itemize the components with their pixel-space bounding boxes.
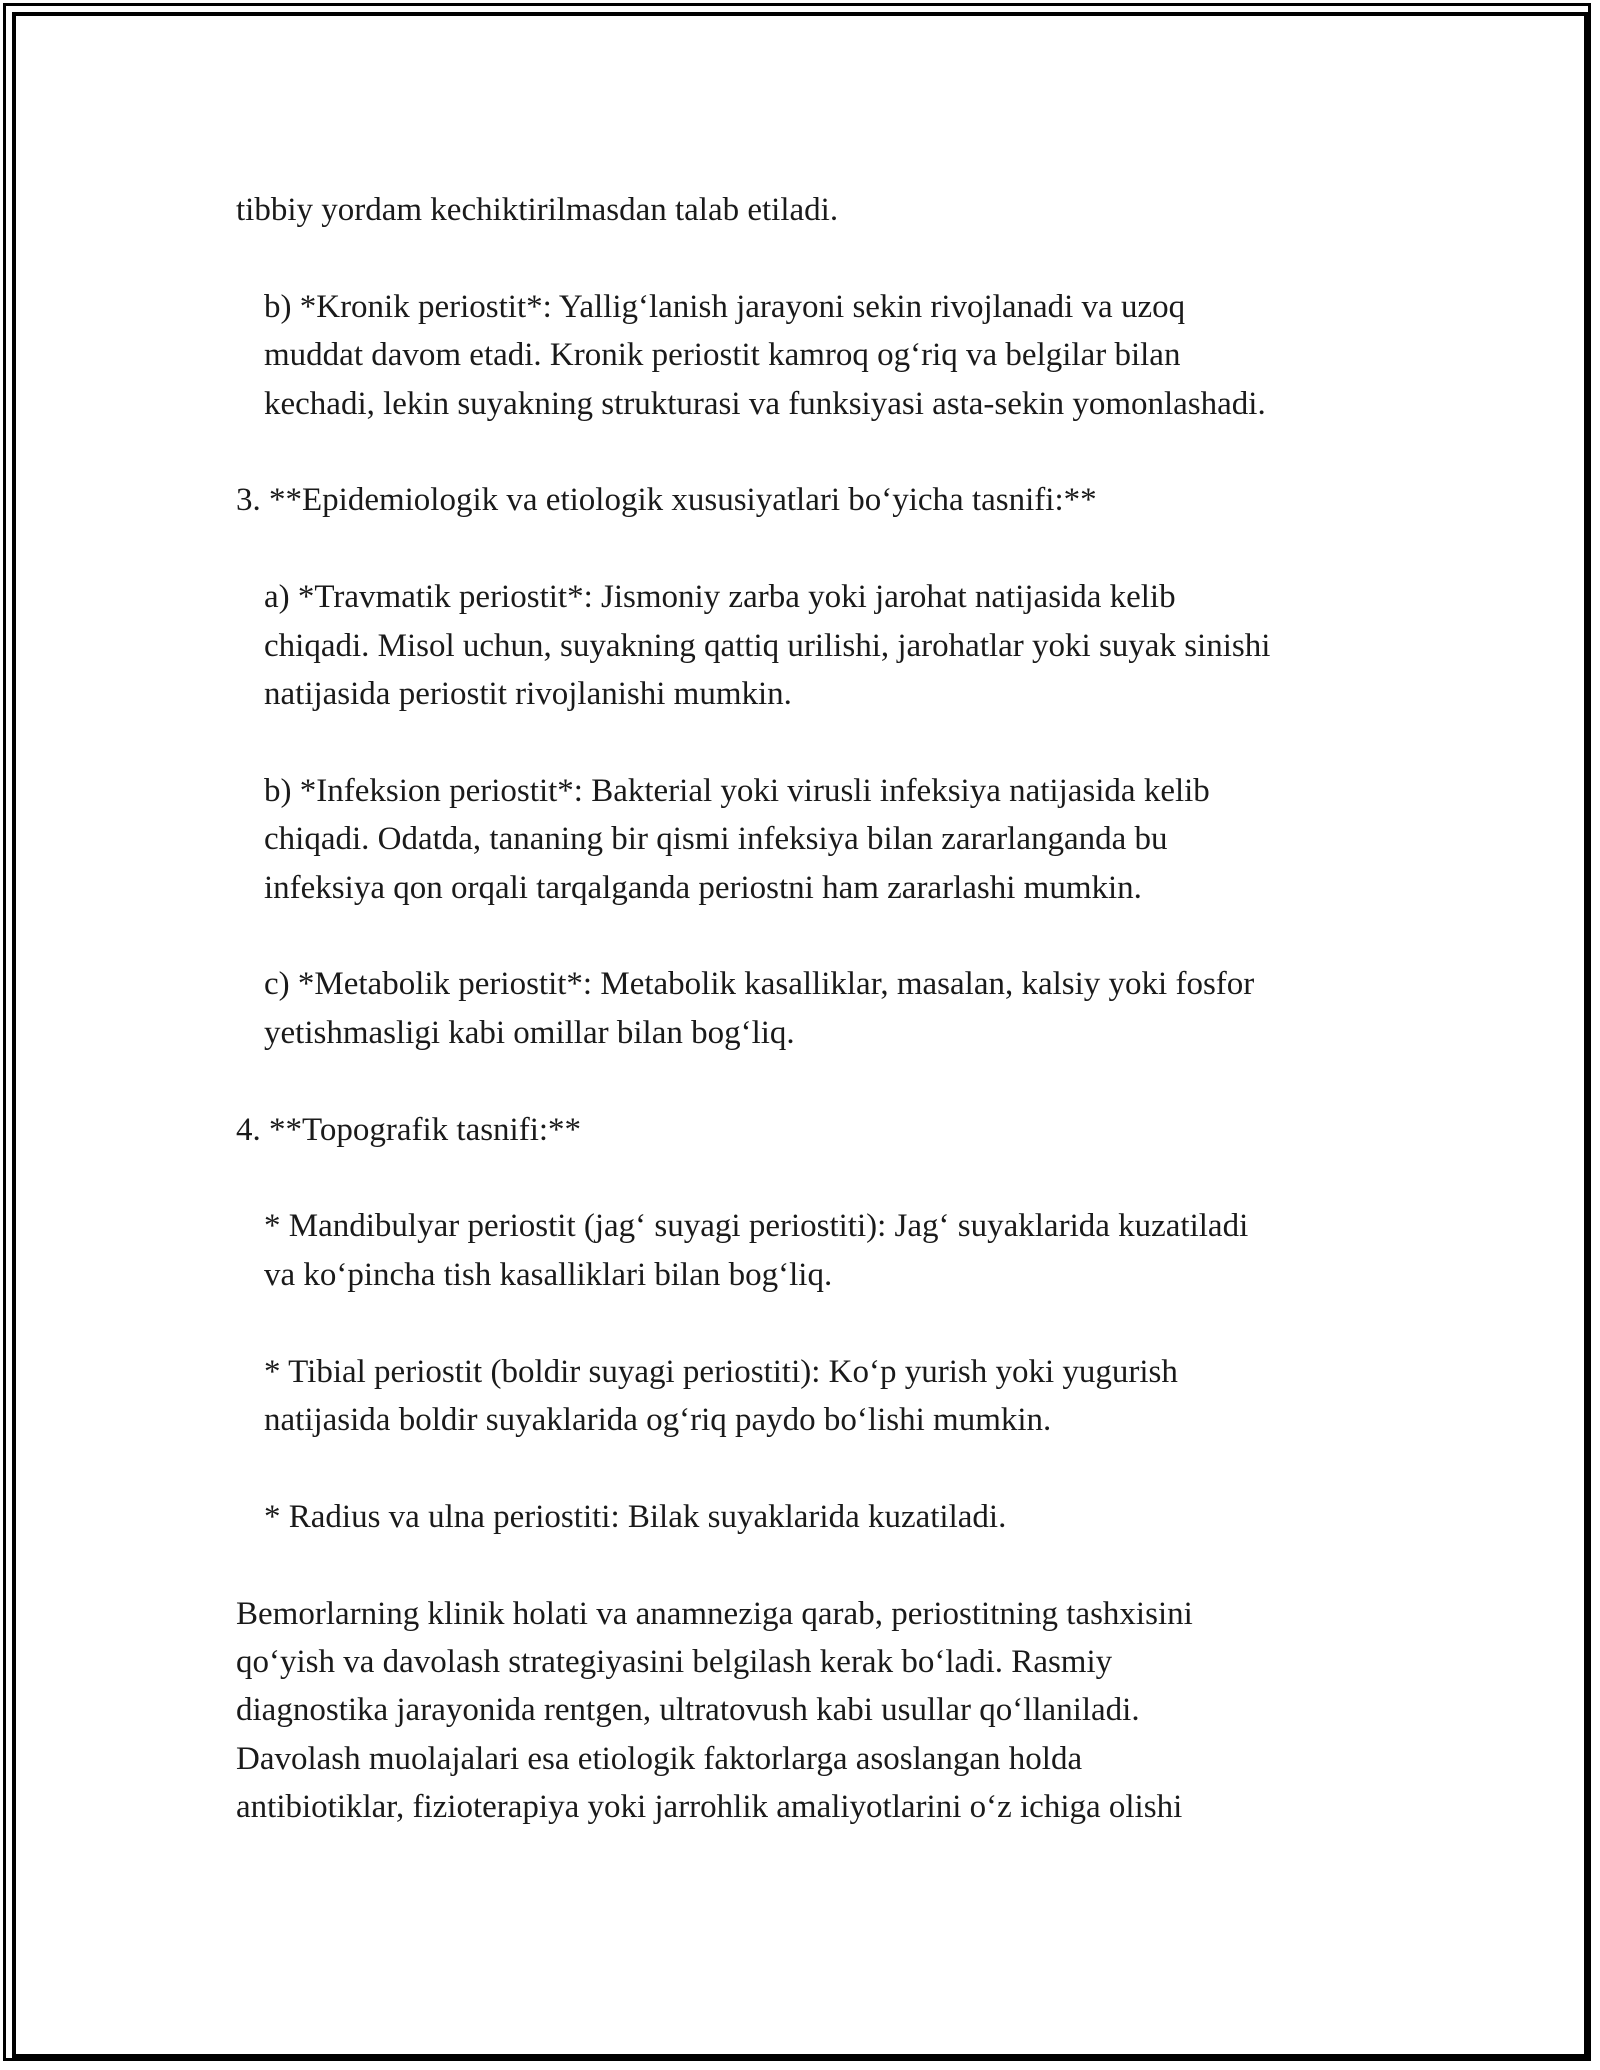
text-line: * Mandibulyar periostit (jag‘ suyagi periostiti): Jag‘ suyaklarida kuzatiladi	[264, 1208, 1249, 1245]
text-line: * Radius va ulna periostiti: Bilak suyaklarida kuzatiladi.	[264, 1498, 1007, 1535]
paragraph-conclusion	[236, 1590, 1396, 1832]
paragraph-chronic-periostitis	[236, 283, 1396, 428]
text-line: muddat davom etadi. Kronik periostit kamroq og‘riq va belgilar bilan	[264, 337, 1181, 374]
text-line: antibiotiklar, fizioterapiya yoki jarrohlik amaliyotlarini o‘z ichiga olishi	[236, 1789, 1183, 1826]
text-line: 3. **Epidemiologik va etiologik xususiyatlari bo‘yicha tasnifi:**	[236, 482, 1097, 519]
paragraph-mandibular-periostitis	[236, 1202, 1396, 1299]
text-line: b) *Infeksion periostit*: Bakterial yoki virusli infeksiya natijasida kelib	[264, 772, 1210, 809]
text-line: Davolash muolajalari esa etiologik faktorlarga asoslangan holda	[236, 1740, 1083, 1777]
text-line: c) *Metabolik periostit*: Metabolik kasalliklar, masalan, kalsiy yoki fosfor	[264, 966, 1255, 1003]
text-line: qo‘yish va davolash strategiyasini belgilash kerak bo‘ladi. Rasmiy	[236, 1644, 1113, 1681]
paragraph-infectious-periostitis	[236, 767, 1396, 912]
paragraph-radius-ulna-periostitis	[236, 1493, 1396, 1541]
paragraph-continuation	[236, 186, 1396, 234]
text-line: natijasida periostit rivojlanishi mumkin.	[264, 676, 792, 713]
text-line: natijasida boldir suyaklarida og‘riq paydo bo‘lishi mumkin.	[264, 1402, 1052, 1439]
text-line: b) *Kronik periostit*: Yallig‘lanish jarayoni sekin rivojlanadi va uzoq	[264, 288, 1186, 325]
text-line: kechadi, lekin suyakning strukturasi va funksiyasi asta-sekin yomonlashadi.	[264, 385, 1266, 422]
paragraph-tibial-periostitis	[236, 1348, 1396, 1445]
text-line: diagnostika jarayonida rentgen, ultratovush kabi usullar qo‘llaniladi.	[236, 1692, 1140, 1729]
text-line: * Tibial periostit (boldir suyagi periostiti): Ko‘p yurish yoki yugurish	[264, 1353, 1178, 1390]
text-line: yetishmasligi kabi omillar bilan bog‘liq.	[264, 1014, 795, 1051]
paragraph-section-4-heading	[236, 1106, 1396, 1154]
text-line: chiqadi. Odatda, tananing bir qismi infeksiya bilan zararlanganda bu	[264, 821, 1168, 858]
text-line: va ko‘pincha tish kasalliklari bilan bog‘liq.	[264, 1256, 833, 1293]
paragraph-traumatic-periostitis	[236, 573, 1396, 718]
text-line: tibbiy yordam kechiktirilmasdan talab etiladi.	[236, 192, 839, 228]
text-line: 4. **Topografik tasnifi:**	[236, 1111, 582, 1148]
text-line: Bemorlarning klinik holati va anamneziga qarab, periostitning tashxisini	[236, 1595, 1193, 1632]
text-line: a) *Travmatik periostit*: Jismoniy zarba yoki jarohat natijasida kelib	[264, 579, 1176, 616]
text-line: chiqadi. Misol uchun, suyakning qattiq urilishi, jarohatlar yoki suyak sinishi	[264, 627, 1271, 664]
paragraph-section-3-heading	[236, 476, 1396, 524]
text-line: infeksiya qon orqali tarqalganda periostni ham zararlashi mumkin.	[264, 869, 1142, 906]
paragraph-metabolic-periostitis	[236, 960, 1396, 1057]
document-body	[236, 186, 1396, 1832]
